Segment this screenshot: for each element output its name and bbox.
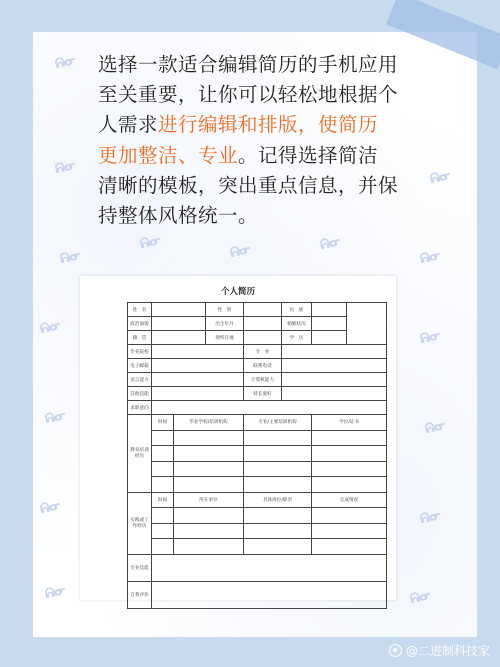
value-cell[interactable] xyxy=(312,461,387,477)
value-cell[interactable] xyxy=(152,303,206,317)
label-hobbies: 特长爱好 xyxy=(244,387,282,401)
label-other-skills: 其他技能 xyxy=(128,387,152,401)
squiggle-decoration: ᕱᓂ xyxy=(38,318,62,337)
resume-table xyxy=(127,302,387,609)
label-ethnicity: 民 族 xyxy=(282,303,312,317)
label-phone: 联系电话 xyxy=(244,359,282,373)
value-cell[interactable] xyxy=(244,331,282,345)
squiggle-decoration: ᕱᓂ xyxy=(418,508,442,527)
label-birth: 出生年月 xyxy=(206,317,244,331)
label-school: 毕业院校 xyxy=(128,345,152,359)
resume-document xyxy=(80,276,396,600)
resume-title: 个人简历 xyxy=(220,287,255,297)
value-cell[interactable] xyxy=(244,446,312,462)
headline-part2: 。记得选择简洁清晰的模板，突出重点信息，并保持整体风格统一。 xyxy=(98,143,399,228)
headline-part1: 选择一款适合编辑简历的手机应用至关重要，让你可以轻松地根据个人需求 xyxy=(98,53,399,137)
squiggle-decoration: ᕱᓂ xyxy=(423,418,447,437)
value-cell[interactable] xyxy=(152,581,387,608)
edu-head-major: 专业/主要培训机构 xyxy=(244,415,312,431)
label-language: 语言能力 xyxy=(128,373,152,387)
value-cell[interactable] xyxy=(312,317,347,331)
value-cell[interactable] xyxy=(152,373,244,387)
label-marital: 婚姻状况 xyxy=(282,317,312,331)
value-cell[interactable] xyxy=(244,508,312,524)
value-cell[interactable] xyxy=(312,303,347,317)
value-cell[interactable] xyxy=(244,461,312,477)
value-cell[interactable] xyxy=(282,345,387,359)
label-location: 现所在地 xyxy=(206,331,244,345)
label-email: 电子邮箱 xyxy=(128,359,152,373)
squiggle-decoration: ᕱᓂ xyxy=(228,242,252,261)
value-cell[interactable] xyxy=(282,387,387,401)
value-cell[interactable] xyxy=(244,317,282,331)
squiggle-decoration: ᕱᓂ xyxy=(428,168,452,187)
photo-cell[interactable] xyxy=(347,303,387,345)
squiggle-decoration: ᕱᓂ xyxy=(38,498,62,517)
value-cell[interactable] xyxy=(244,430,312,446)
squiggle-decoration: ᕱᓂ xyxy=(318,234,342,253)
value-cell[interactable] xyxy=(312,508,387,524)
work-head-time: 时间 xyxy=(152,492,174,508)
label-political-status: 政治面貌 xyxy=(128,317,152,331)
edu-head-school: 毕业学校/培训机构 xyxy=(174,415,244,431)
value-cell[interactable] xyxy=(152,554,387,581)
value-cell[interactable] xyxy=(152,477,174,493)
value-cell[interactable] xyxy=(152,331,206,345)
label-professional-skills: 专业技能 xyxy=(128,554,152,581)
value-cell[interactable] xyxy=(312,477,387,493)
value-cell[interactable] xyxy=(174,523,244,539)
squiggle-decoration: ᕱᓂ xyxy=(43,408,67,427)
value-cell[interactable] xyxy=(174,508,244,524)
value-cell[interactable] xyxy=(152,523,174,539)
squiggle-decoration: ᕱᓂ xyxy=(418,328,442,347)
value-cell[interactable] xyxy=(174,539,244,555)
value-cell[interactable] xyxy=(152,430,174,446)
headline-text xyxy=(98,50,398,231)
value-cell[interactable] xyxy=(244,303,282,317)
value-cell[interactable] xyxy=(244,477,312,493)
value-cell[interactable] xyxy=(244,539,312,555)
label-education: 学 历 xyxy=(282,331,312,345)
label-native-place: 籍 贯 xyxy=(128,331,152,345)
value-cell[interactable] xyxy=(152,401,387,415)
value-cell[interactable] xyxy=(312,539,387,555)
value-cell[interactable] xyxy=(152,317,206,331)
watermark-text: @二进制科技家 xyxy=(405,644,490,658)
value-cell[interactable] xyxy=(174,477,244,493)
work-head-result: 完成情况 xyxy=(312,492,387,508)
label-work-history: 实践或工作经历 xyxy=(128,492,152,554)
value-cell[interactable] xyxy=(174,461,244,477)
value-cell[interactable] xyxy=(152,387,244,401)
label-name: 姓 名 xyxy=(128,303,152,317)
value-cell[interactable] xyxy=(312,523,387,539)
value-cell[interactable] xyxy=(174,446,244,462)
squiggle-decoration: ᕱᓂ xyxy=(43,583,67,602)
edu-head-time: 时间 xyxy=(152,415,174,431)
value-cell[interactable] xyxy=(152,461,174,477)
squiggle-decoration: ᕱᓂ xyxy=(418,248,442,267)
value-cell[interactable] xyxy=(244,523,312,539)
value-cell[interactable] xyxy=(312,331,347,345)
watermark xyxy=(389,642,490,659)
label-major: 专 业 xyxy=(244,345,282,359)
squiggle-decoration: ᕱᓂ xyxy=(53,53,77,72)
value-cell[interactable] xyxy=(152,446,174,462)
squiggle-decoration: ᕱᓂ xyxy=(53,158,77,177)
work-head-company: 所在单位 xyxy=(174,492,244,508)
label-self-evaluation: 自我评价 xyxy=(128,581,152,608)
edu-head-degree: 学位/证书 xyxy=(312,415,387,431)
label-gender: 性 别 xyxy=(206,303,244,317)
squiggle-decoration: ᕱᓂ xyxy=(138,233,162,252)
value-cell[interactable] xyxy=(152,508,174,524)
label-computer: 计算机能力 xyxy=(244,373,282,387)
value-cell[interactable] xyxy=(282,359,387,373)
work-head-duties: 具体岗位/职责 xyxy=(244,492,312,508)
value-cell[interactable] xyxy=(152,539,174,555)
headline-highlight: 进行编辑和排版，使简历更加整洁、专业 xyxy=(98,113,379,167)
value-cell[interactable] xyxy=(152,345,244,359)
squiggle-decoration: ᕱᓂ xyxy=(58,248,82,267)
label-education-history: 教育培训经历 xyxy=(128,415,152,493)
platform-logo-icon xyxy=(389,644,402,657)
value-cell[interactable] xyxy=(312,446,387,462)
label-job-intention: 求职意向 xyxy=(128,401,152,415)
value-cell[interactable] xyxy=(152,359,244,373)
value-cell[interactable] xyxy=(312,430,387,446)
value-cell[interactable] xyxy=(282,373,387,387)
squiggle-decoration: ᕱᓂ xyxy=(408,588,432,607)
value-cell[interactable] xyxy=(174,430,244,446)
